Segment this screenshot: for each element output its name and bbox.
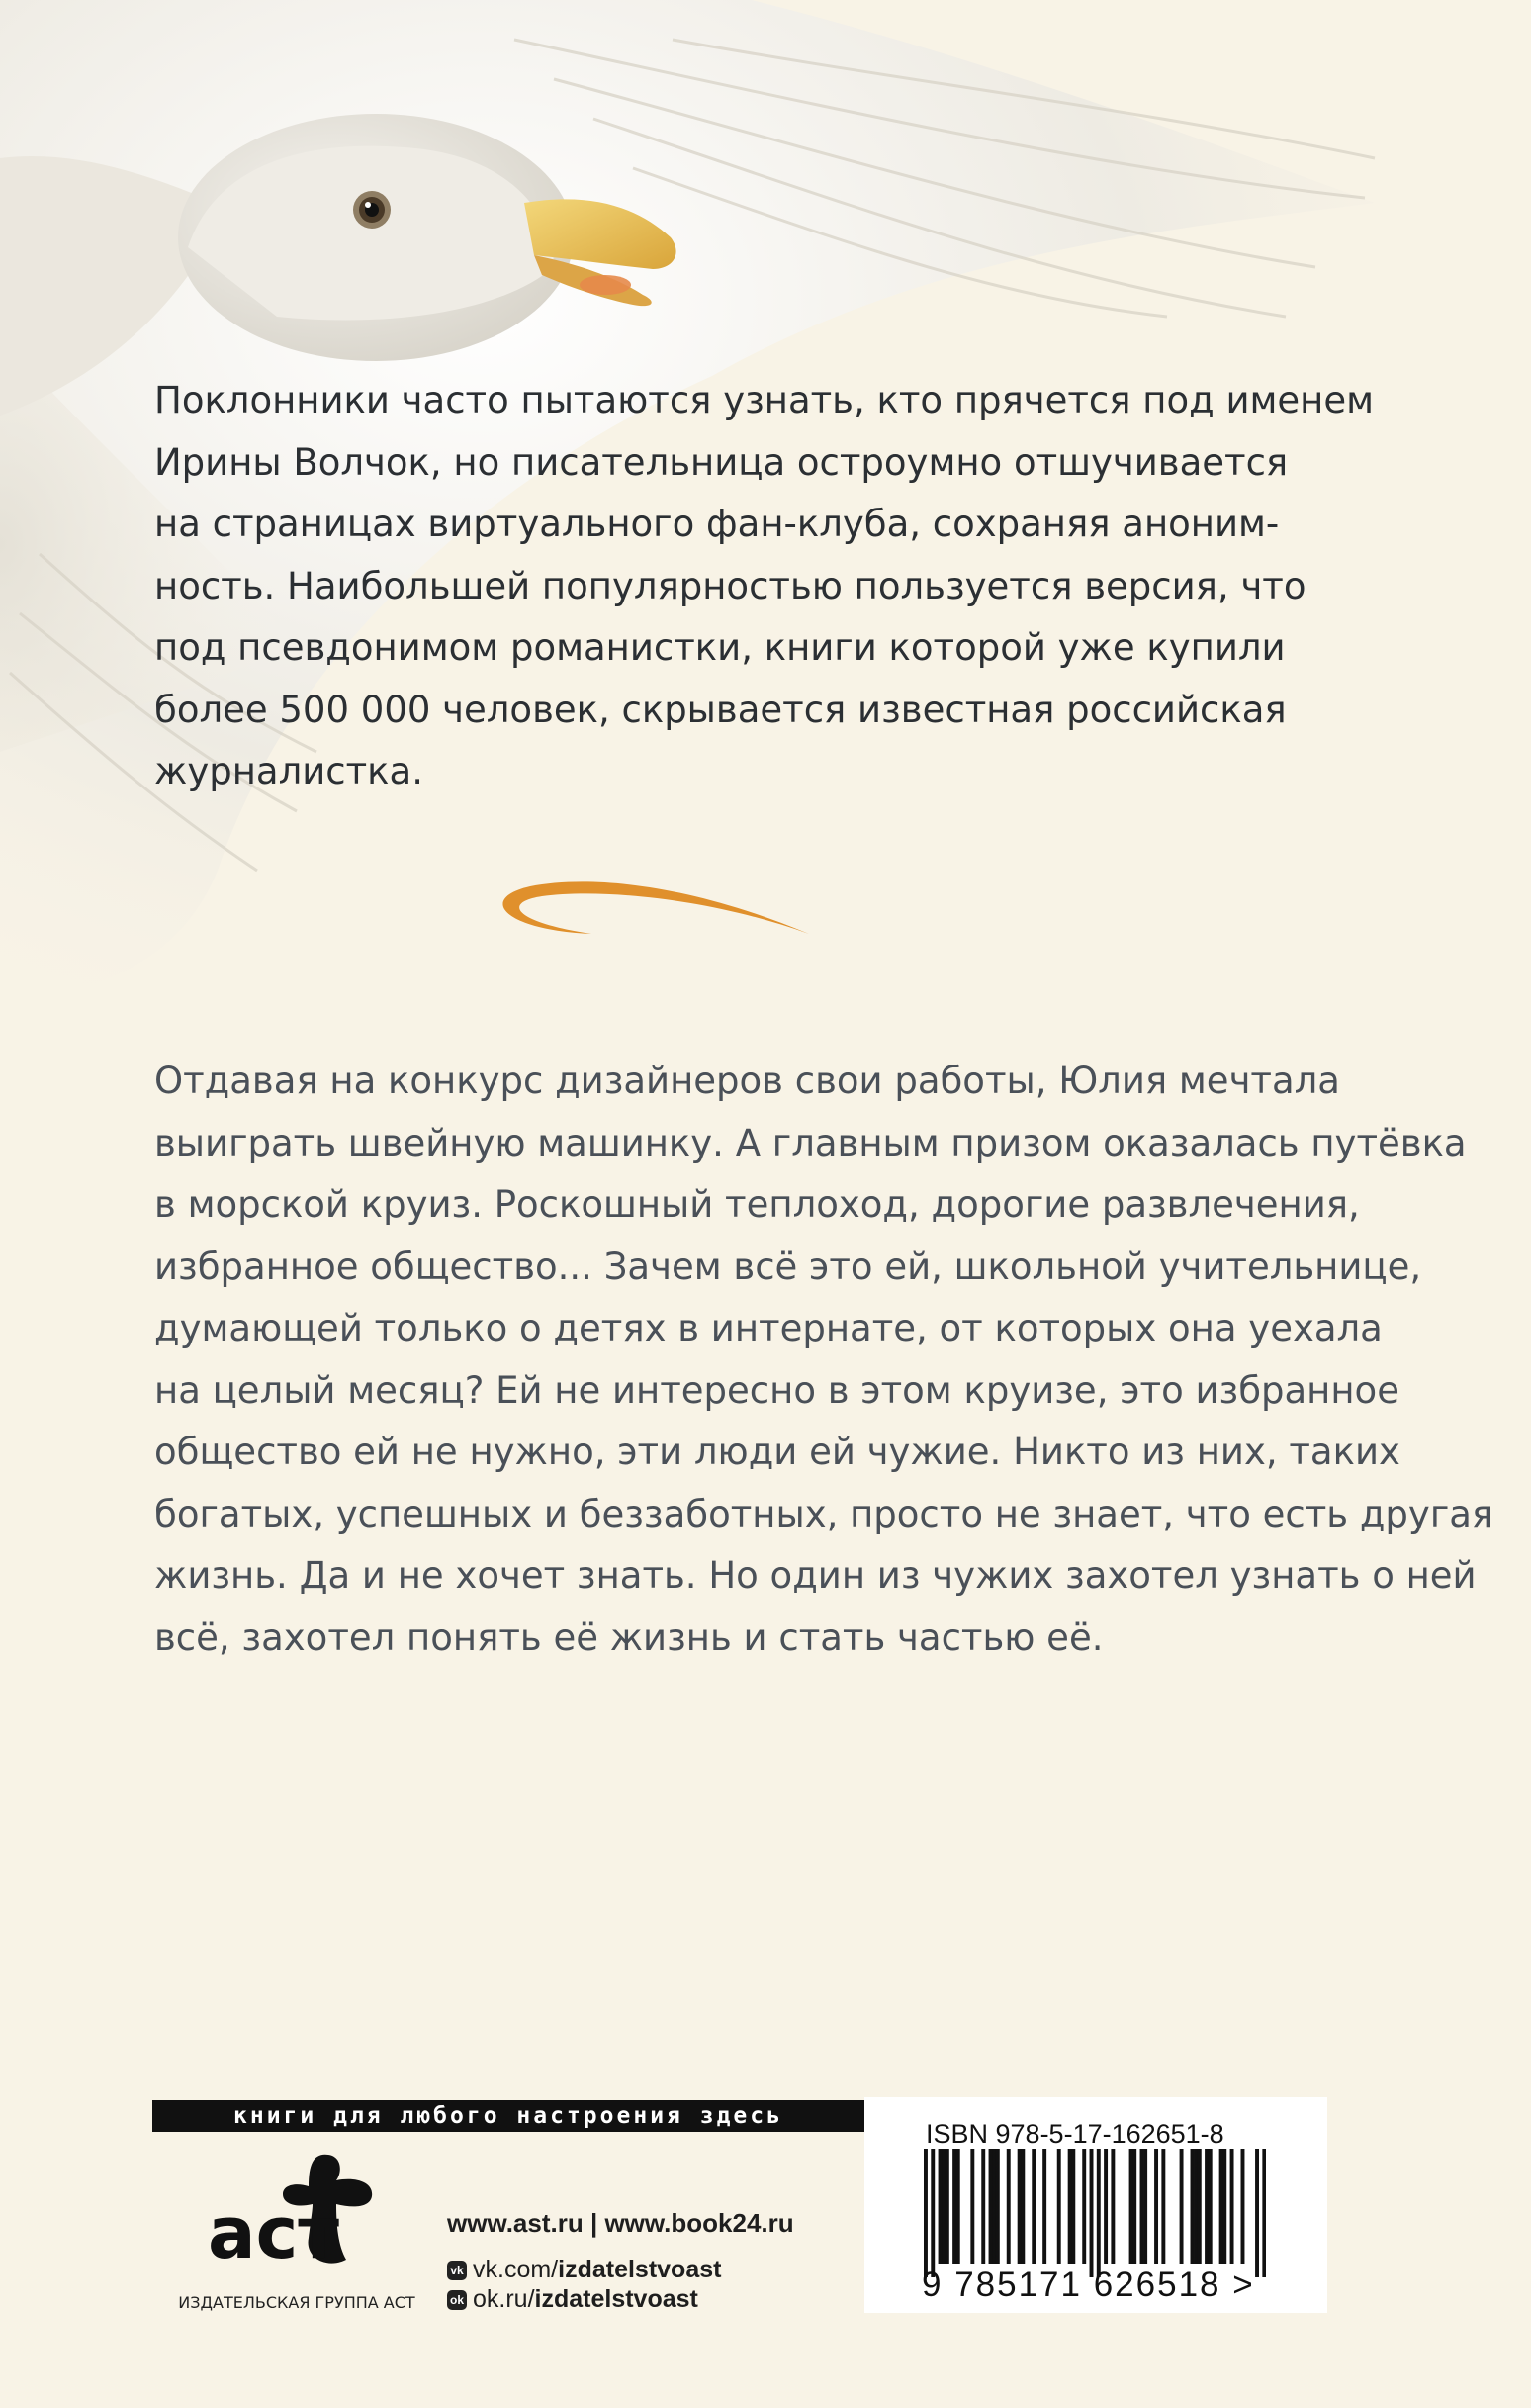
- barcode-bar: [1230, 2149, 1234, 2264]
- barcode-bar: [1104, 2149, 1108, 2264]
- author-paragraph-line: более 500 000 человек, скрывается известная российская: [154, 688, 1287, 731]
- plot-paragraph: [154, 1051, 1494, 1669]
- plot-paragraph-line: выиграть швейную машинку. А главным призом оказалась путёвка: [154, 1121, 1467, 1164]
- barcode-bar: [992, 2149, 996, 2264]
- isbn-label: ISBN 978-5-17-162651-8: [926, 2119, 1224, 2149]
- barcode-bar: [939, 2149, 943, 2264]
- barcode-bar: [1262, 2149, 1266, 2277]
- vk-icon: vk: [447, 2261, 467, 2280]
- plot-paragraph-line: избранное общество... Зачем всё это ей, школьной учительнице,: [154, 1245, 1422, 1288]
- author-paragraph-line: под псевдонимом романистки, книги которой уже купили: [154, 626, 1286, 669]
- barcode-bar: [989, 2149, 993, 2264]
- plot-paragraph-line: Отдавая на конкурс дизайнеров свои работы, Юлия мечтала: [154, 1060, 1340, 1102]
- vk-link-handle: izdatelstvoast: [558, 2256, 722, 2283]
- barcode-bar: [1032, 2149, 1036, 2264]
- author-paragraph-line: журналистка.: [154, 750, 423, 792]
- barcode-bar: [1021, 2149, 1025, 2264]
- barcode-bar: [1205, 2149, 1209, 2264]
- barcode-bar: [952, 2149, 956, 2264]
- barcode-bar: [942, 2149, 946, 2264]
- barcode-bar: [946, 2149, 949, 2264]
- tagline-bar: книги для любого настроения здесь: [152, 2100, 864, 2132]
- ok-link-prefix: ok.ru/: [473, 2285, 535, 2313]
- barcode-bar: [1082, 2149, 1086, 2264]
- ok-link: [447, 2285, 698, 2314]
- barcode-bar: [1090, 2149, 1094, 2277]
- barcode-bar: [981, 2149, 985, 2264]
- barcode-bar: [1057, 2149, 1061, 2264]
- barcode-bar: [1191, 2149, 1195, 2264]
- ok-link-handle: izdatelstvoast: [534, 2285, 698, 2313]
- barcode-digits: 9 785171 626518 >: [922, 2266, 1255, 2304]
- author-paragraph-line: ность. Наибольшей популярностью пользуется версия, что: [154, 564, 1306, 607]
- barcode-bar: [1071, 2149, 1075, 2264]
- plot-paragraph-line: в морской круиз. Роскошный теплоход, дорогие развлечения,: [154, 1183, 1360, 1226]
- plot-paragraph-line: всё, захотел понять её жизнь и стать частью её.: [154, 1616, 1104, 1659]
- author-paragraph: [154, 370, 1375, 803]
- barcode-bar: [1241, 2149, 1245, 2264]
- barcode-bar: [1209, 2149, 1213, 2264]
- author-paragraph-line: Ирины Волчок, но писательница остроумно отшучивается: [154, 440, 1289, 484]
- barcode: [924, 2149, 1266, 2277]
- author-paragraph-line: Поклонники часто пытаются узнать, кто прячется под именем: [154, 379, 1375, 421]
- ok-icon: ok: [447, 2290, 467, 2310]
- plot-paragraph-line: богатых, успешных и беззаботных, просто не знает, что есть другая: [154, 1492, 1494, 1535]
- plot-paragraph-line: общество ей не нужно, эти люди ей чужие. Никто из них, таких: [154, 1431, 1400, 1473]
- barcode-bar: [1068, 2149, 1072, 2264]
- barcode-bar: [970, 2149, 974, 2264]
- barcode-bar: [1129, 2149, 1133, 2264]
- ast-logo: [198, 2147, 396, 2277]
- ast-logo-text: аст: [208, 2191, 339, 2274]
- barcode-bar: [996, 2149, 1000, 2264]
- barcode-bar: [1180, 2149, 1184, 2264]
- barcode-bar: [1219, 2149, 1223, 2264]
- plot-paragraph-line: жизнь. Да и не хочет знать. Но один из чужих захотел узнать о ней: [154, 1554, 1477, 1597]
- isbn-barcode-box: [864, 2097, 1327, 2313]
- barcode-bar: [924, 2149, 928, 2277]
- barcode-bar: [956, 2149, 960, 2264]
- barcode-bar: [1097, 2149, 1101, 2277]
- barcode-bar: [1132, 2149, 1136, 2264]
- barcode-bar: [931, 2149, 935, 2277]
- barcode-bar: [1018, 2149, 1022, 2264]
- plot-paragraph-line: думающей только о детях в интернате, от которых она уехала: [154, 1307, 1383, 1349]
- barcode-bar: [1140, 2149, 1144, 2264]
- barcode-bar: [1154, 2149, 1158, 2264]
- author-paragraph-line: на страницах виртуального фан-клуба, сохраняя аноним-: [154, 503, 1280, 545]
- publisher-name: ИЗДАТЕЛЬСКАЯ ГРУППА АСТ: [178, 2293, 415, 2312]
- barcode-bar: [1042, 2149, 1046, 2264]
- divider-swoosh: [483, 871, 819, 950]
- publisher-websites: www.ast.ru | www.book24.ru: [447, 2208, 794, 2238]
- vk-link-prefix: vk.com/: [473, 2256, 559, 2283]
- plot-paragraph-line: на целый месяц? Ей не интересно в этом круизе, это избранное: [154, 1368, 1399, 1412]
- barcode-bar: [1161, 2149, 1165, 2264]
- barcode-bar: [1111, 2149, 1115, 2264]
- barcode-bar: [1198, 2149, 1202, 2264]
- vk-link: [447, 2256, 721, 2284]
- barcode-bar: [1222, 2149, 1226, 2264]
- barcode-bar: [1255, 2149, 1259, 2277]
- barcode-bar: [1194, 2149, 1198, 2264]
- barcode-bar: [1007, 2149, 1011, 2264]
- barcode-bar: [1143, 2149, 1147, 2264]
